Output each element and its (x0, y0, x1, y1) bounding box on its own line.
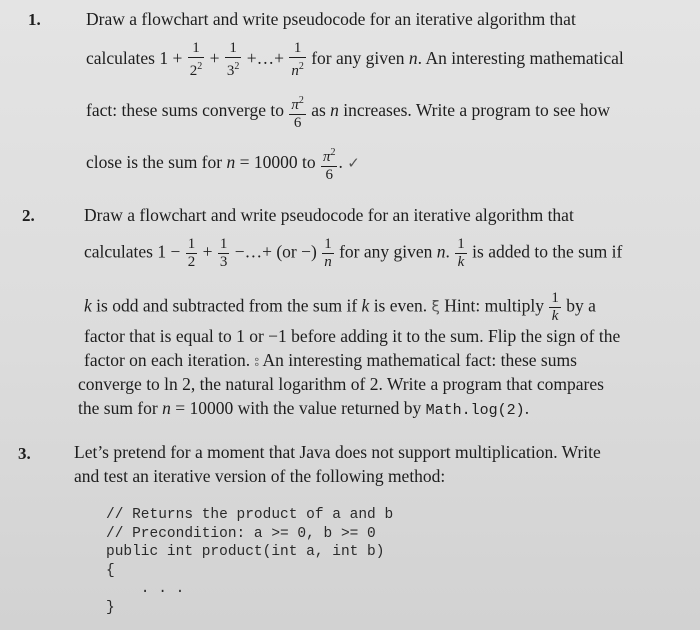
q1-calc-prefix: calculates 1 + (86, 48, 183, 69)
math-log-code: Math.log(2) (425, 402, 525, 419)
q1-fraction-1: $\frac{1}{2^2}$ (189, 40, 203, 79)
code-line: } (106, 599, 115, 616)
q2-line-2: calculates 1 − $\frac{1}{2}$ + $\frac{1}{3}$ −…+ (or −) $\frac{1}{n}$ for any given n. $\frac{1}{k}$ is added to the sum if (84, 236, 623, 270)
question-3-number: 3. (18, 444, 31, 463)
q2-line-6: converge to ln 2, the natural logarithm of 2. Write a program that compares (78, 374, 604, 394)
code-block (106, 506, 393, 617)
q3-line-1: Let’s pretend for a moment that Java does not support multiplication. Write (74, 442, 601, 462)
code-line: . . . (106, 581, 185, 597)
q2-hint-fraction: $\frac{1}{k}$ (551, 290, 559, 324)
q2-line-1: Draw a flowchart and write pseudocode for an iterative algorithm that (84, 205, 574, 225)
q2-line-5: factor on each iteration. ⦂ An interesting mathematical fact: these sums (84, 350, 577, 370)
q1-fraction-2: $\frac{1}{3^2}$ (226, 40, 240, 79)
q2-line-3: k is odd and subtracted from the sum if k is even. ξ Hint: multiply $\frac{1}{k}$ by a (84, 290, 596, 324)
pen-mark-icon: ξ (431, 297, 440, 316)
q2-line-4: factor that is equal to 1 or −1 before adding it to the sum. Flip the sign of the (84, 326, 621, 346)
q2-line-7: the sum for n = 10000 with the value returned by Math.log(2). (78, 398, 530, 419)
q1-pi-fraction-2: $\frac{\pi^2}{6}$ (321, 144, 338, 184)
code-line: // Returns the product of a and b (106, 507, 394, 523)
q1-pi-fraction: $\frac{\pi^2}{6}$ (289, 92, 306, 132)
q1-fraction-3: $\frac{1}{n^2}$ (291, 40, 304, 79)
q1-line-2: calculates 1 + $\frac{1}{2^2}$ + $\frac{1}{3^2}$ +…+ $\frac{1}{n^2}$ for any given n. An interesting mathematical (86, 40, 624, 79)
q1-line-1: Draw a flowchart and write pseudocode for an iterative algorithm that (86, 9, 576, 29)
code-line: { (106, 562, 115, 579)
q1-line-3: fact: these sums converge to $\frac{\pi^2}{6}$ as n increases. Write a program to see how (86, 92, 610, 132)
pen-mark-icon: ⦂ (254, 352, 260, 370)
q2-fraction-k: $\frac{1}{k}$ (457, 236, 465, 270)
code-line: public int product(int a, int b) (106, 544, 385, 560)
question-1-number: 1. (28, 10, 41, 29)
q1-line-4: close is the sum for n = 10000 to $\frac{\pi^2}{6}$ . ✓ (86, 144, 360, 184)
question-2-number: 2. (22, 206, 35, 225)
q3-line-2: and test an iterative version of the following method: (74, 466, 446, 486)
q2-fraction-1: $\frac{1}{2}$ (187, 236, 196, 270)
check-mark-icon: ✓ (347, 154, 360, 173)
q2-fraction-2: $\frac{1}{3}$ (219, 236, 228, 270)
code-line: // Precondition: a >= 0, b >= 0 (106, 525, 376, 542)
q2-fraction-3: $\frac{1}{n}$ (324, 236, 332, 270)
